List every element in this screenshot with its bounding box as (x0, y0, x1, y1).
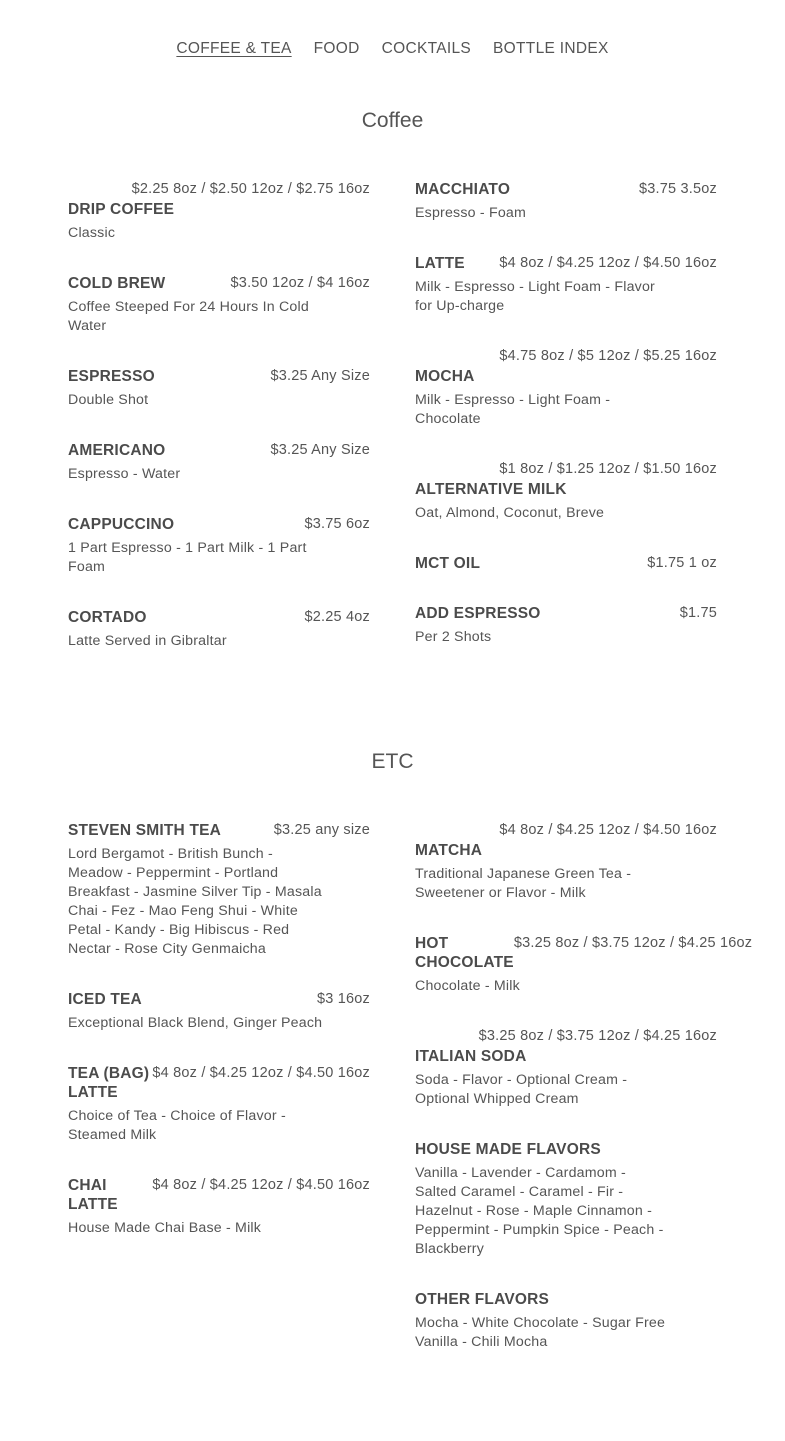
item-price: $1.75 (679, 605, 717, 621)
item-price: $1.75 1 oz (647, 555, 717, 571)
item-name: MOCHA (415, 368, 475, 385)
menu-item (415, 347, 717, 429)
main-nav (0, 38, 785, 60)
item-price: $2.25 8oz / $2.50 12oz / $2.75 16oz (131, 181, 370, 197)
menu-item (415, 254, 717, 316)
menu-item (415, 460, 717, 523)
coffee-left-column (68, 180, 370, 682)
item-description: Mocha - White Chocolate - Sugar Free Vanilla - Chili Mocha (415, 1315, 666, 1350)
item-price: $1 8oz / $1.25 12oz / $1.50 16oz (499, 461, 717, 477)
item-description: Lord Bergamot - British Bunch - Meadow - Peppermint - Portland Breakfast - Jasmine Silver Tip - Masala Chai - Fez - Mao Feng Shui - White Petal - Kandy - Big Hibiscus - Red Nectar - Rose City Genmaicha (68, 846, 322, 957)
item-description: Per 2 Shots (415, 629, 492, 645)
menu-item (68, 990, 370, 1033)
menu-item (68, 441, 370, 484)
nav-coffee-tea[interactable]: COFFEE & TEA (176, 40, 292, 57)
item-name: AMERICANO (68, 442, 166, 459)
item-price: $3.75 6oz (304, 516, 370, 532)
item-description: Vanilla - Lavender - Cardamom - Salted Caramel - Caramel - Fir - Hazelnut - Rose - Maple Cinnamon - Peppermint - Pumpkin Spice - Peach - Blackberry (415, 1165, 664, 1257)
item-name: ESPRESSO (68, 368, 155, 385)
menu-item (68, 367, 370, 410)
item-price: $4 8oz / $4.25 12oz / $4.50 16oz (152, 1065, 370, 1081)
item-description: Choice of Tea - Choice of Flavor - Steamed Milk (68, 1108, 286, 1143)
nav-food[interactable]: FOOD (313, 40, 360, 57)
menu-item (415, 1140, 717, 1259)
menu-item (68, 1176, 370, 1238)
item-price: $3.50 12oz / $4 16oz (230, 275, 370, 291)
item-price: $3.25 Any Size (270, 368, 370, 384)
item-description: Traditional Japanese Green Tea - Sweetener or Flavor - Milk (415, 866, 632, 901)
etc-section-title: ETC (371, 750, 414, 773)
item-name: CAPPUCCINO (68, 516, 175, 533)
menu-item (68, 821, 370, 959)
item-name: HOT CHOCOLATE (415, 935, 514, 971)
etc-right-column (415, 821, 753, 1383)
menu-item (415, 1290, 717, 1352)
item-description: Classic (68, 225, 116, 241)
item-name: CORTADO (68, 609, 147, 626)
coffee-right-column (415, 180, 717, 678)
item-name: MACCHIATO (415, 181, 511, 198)
nav-bottle-index[interactable]: BOTTLE INDEX (493, 40, 609, 57)
item-description: Milk - Espresso - Light Foam - Flavor for Up-charge (415, 279, 655, 314)
etc-left-column (68, 821, 370, 1269)
item-name: TEA (BAG) LATTE (68, 1065, 150, 1101)
item-price: $3.25 any size (273, 822, 370, 838)
item-name: OTHER FLAVORS (415, 1291, 550, 1308)
item-description: Double Shot (68, 392, 149, 408)
coffee-section-title: Coffee (361, 109, 424, 132)
item-description: Oat, Almond, Coconut, Breve (415, 505, 605, 521)
item-name: DRIP COFFEE (68, 201, 175, 218)
item-name: COLD BREW (68, 275, 166, 292)
item-name: ALTERNATIVE MILK (415, 481, 567, 498)
item-price: $4 8oz / $4.25 12oz / $4.50 16oz (152, 1177, 370, 1193)
item-description: Coffee Steeped For 24 Hours In Cold Water (68, 299, 309, 334)
item-price: $2.25 4oz (304, 609, 370, 625)
item-price: $4 8oz / $4.25 12oz / $4.50 16oz (499, 822, 717, 838)
item-description: Milk - Espresso - Light Foam - Chocolate (415, 392, 611, 427)
menu-item (415, 1027, 717, 1109)
item-description: Soda - Flavor - Optional Cream - Optional Whipped Cream (415, 1072, 628, 1107)
menu-item (415, 604, 717, 647)
item-description: Exceptional Black Blend, Ginger Peach (68, 1015, 323, 1031)
item-price: $4.75 8oz / $5 12oz / $5.25 16oz (499, 348, 717, 364)
item-description: Espresso - Water (68, 466, 181, 482)
menu-item (415, 821, 717, 903)
item-name: MCT OIL (415, 555, 481, 572)
item-price: $3.25 Any Size (270, 442, 370, 458)
menu-item (415, 180, 717, 223)
item-description: 1 Part Espresso - 1 Part Milk - 1 Part Foam (68, 540, 307, 575)
item-name: ITALIAN SODA (415, 1048, 527, 1065)
menu-item (68, 180, 370, 243)
menu-item (415, 934, 753, 996)
item-price: $3 16oz (317, 991, 370, 1007)
nav-cocktails[interactable]: COCKTAILS (381, 40, 472, 57)
item-name: MATCHA (415, 842, 483, 859)
item-name: LATTE (415, 255, 465, 272)
item-price: $4 8oz / $4.25 12oz / $4.50 16oz (499, 255, 717, 271)
item-description: Latte Served in Gibraltar (68, 633, 227, 649)
item-price: $3.25 8oz / $3.75 12oz / $4.25 16oz (478, 1028, 717, 1044)
item-name: HOUSE MADE FLAVORS (415, 1141, 601, 1158)
item-name: ADD ESPRESSO (415, 605, 541, 622)
menu-item (415, 554, 717, 573)
item-name: STEVEN SMITH TEA (68, 822, 222, 839)
item-description: Espresso - Foam (415, 205, 527, 221)
item-name: ICED TEA (68, 991, 142, 1008)
item-name: CHAI LATTE (68, 1177, 118, 1213)
menu-item (68, 515, 370, 577)
menu-item (68, 274, 370, 336)
menu-item (68, 608, 370, 651)
item-price: $3.75 3.5oz (639, 181, 717, 197)
menu-item (68, 1064, 370, 1145)
item-description: Chocolate - Milk (415, 978, 520, 994)
item-description: House Made Chai Base - Milk (68, 1220, 262, 1236)
item-price: $3.25 8oz / $3.75 12oz / $4.25 16oz (513, 935, 753, 951)
